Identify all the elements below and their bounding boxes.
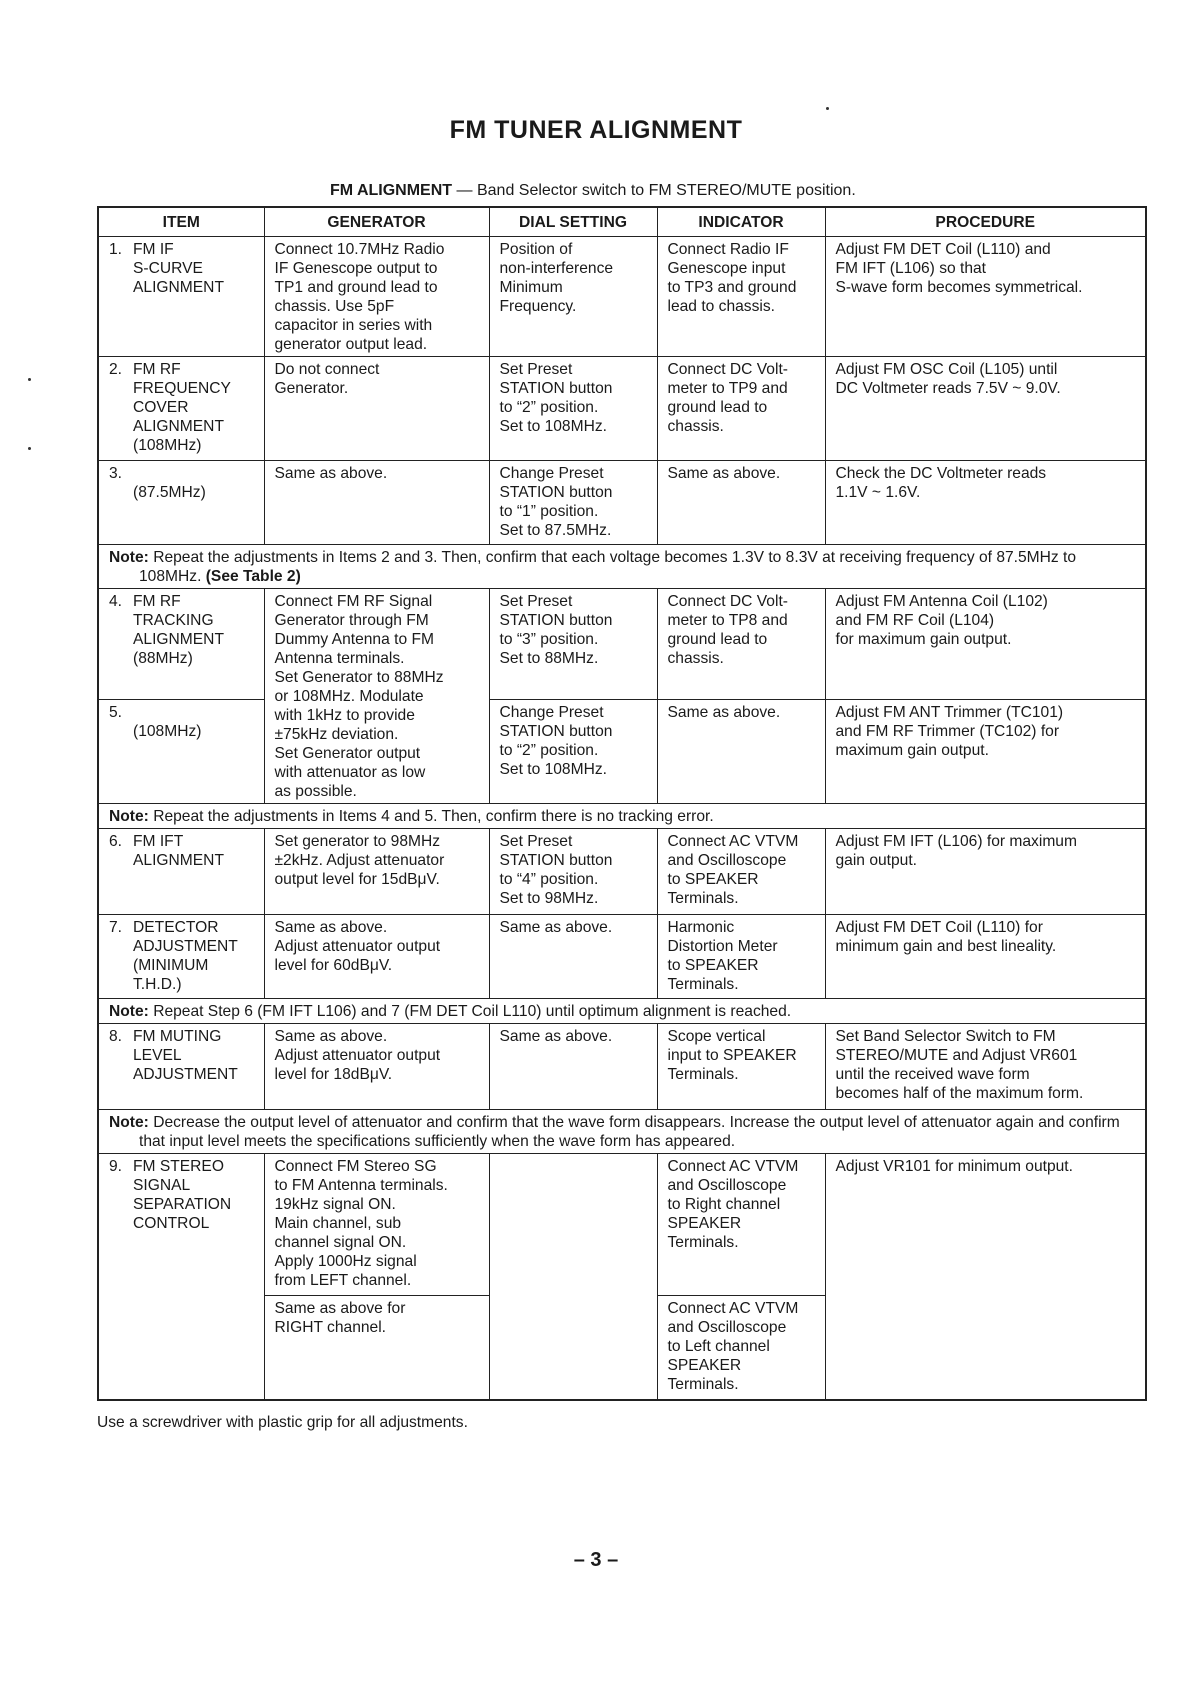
note-cell	[98, 1110, 1146, 1154]
caption-text: Band Selector switch to FM STEREO/MUTE position.	[476, 182, 856, 199]
item-cell	[98, 237, 264, 357]
indicator-cell: Same as above.	[657, 699, 825, 804]
table-row	[98, 1154, 1146, 1296]
table-row	[98, 915, 1146, 999]
item-cell	[98, 1154, 264, 1400]
generator-cell: Same as above. Adjust attenuator output level for 18dBμV.	[264, 1024, 489, 1110]
item-title: FM RF TRACKING ALIGNMENT (88MHz)	[133, 593, 224, 667]
table-row	[98, 461, 1146, 545]
item-title: FM STEREO SIGNAL SEPARATION CONTROL	[133, 1158, 232, 1232]
item-title: DETECTOR ADJUSTMENT (MINIMUM T.H.D.)	[133, 919, 238, 993]
note-row	[98, 804, 1146, 829]
item-cell	[98, 461, 264, 545]
item-title: FM MUTING LEVEL ADJUSTMENT	[133, 1028, 238, 1083]
item-cell	[98, 1024, 264, 1110]
dial-setting-cell: Position of non-interference Minimum Frequency.	[489, 237, 657, 357]
table-row	[98, 237, 1146, 357]
header-item: ITEM	[98, 207, 264, 237]
item-number: 3.	[109, 465, 123, 482]
dial-setting-cell: Set Preset STATION button to “2” position. Set to 108MHz.	[489, 357, 657, 461]
item-number: 5.	[109, 703, 123, 721]
item-number: 6.	[109, 833, 123, 850]
header-row	[98, 207, 1146, 237]
header-procedure: PROCEDURE	[825, 207, 1146, 237]
item-number: 1.	[109, 241, 123, 258]
note-text: Repeat Step 6 (FM IFT L106) and 7 (FM DET Coil L110) until optimum alignment is reached.	[148, 1003, 792, 1020]
note-row	[98, 1110, 1146, 1154]
note-label: Note:	[109, 808, 149, 825]
note-cell	[98, 545, 1146, 589]
note-row	[98, 545, 1146, 589]
item-number: 4.	[109, 593, 123, 610]
indicator-cell: Same as above.	[657, 461, 825, 545]
note-text: Repeat the adjustments in Items 2 and 3. Then, confirm that each voltage becomes 1.3V to 8.3V at receiving frequency of 87.5MHz to 108MHz.	[139, 549, 1077, 585]
procedure-cell: Adjust FM ANT Trimmer (TC101) and FM RF Trimmer (TC102) for maximum gain output.	[825, 699, 1146, 804]
page-number: – 3 –	[573, 1549, 619, 1571]
note-row	[98, 999, 1146, 1024]
note-cell	[98, 999, 1146, 1024]
procedure-cell: Adjust FM DET Coil (L110) for minimum gain and best lineality.	[825, 915, 1146, 999]
procedure-cell: Adjust FM Antenna Coil (L102) and FM RF Coil (L104) for maximum gain output.	[825, 589, 1146, 700]
item-cell	[98, 357, 264, 461]
header-dial-setting: DIAL SETTING	[489, 207, 657, 237]
note-label: Note:	[109, 1114, 149, 1131]
table-caption	[330, 182, 856, 200]
indicator-cell: Connect AC VTVM and Oscilloscope to Left channel SPEAKER Terminals.	[657, 1296, 825, 1400]
scan-speck	[28, 447, 31, 450]
indicator-cell: Scope vertical input to SPEAKER Terminals.	[657, 1024, 825, 1110]
note-label: Note:	[109, 1003, 149, 1020]
item-cell	[98, 699, 264, 804]
note-table-reference: (See Table 2)	[205, 568, 301, 585]
item-cell	[98, 589, 264, 700]
scan-speck	[826, 107, 829, 110]
generator-cell: Same as above.	[264, 461, 489, 545]
note-cell	[98, 804, 1146, 829]
procedure-cell: Adjust FM OSC Coil (L105) until DC Voltmeter reads 7.5V ~ 9.0V.	[825, 357, 1146, 461]
item-number: 7.	[109, 919, 123, 936]
dial-setting-cell: Same as above.	[489, 915, 657, 999]
item-cell	[98, 915, 264, 999]
table-row	[98, 589, 1146, 700]
table-row	[98, 699, 1146, 804]
scan-speck	[28, 378, 31, 381]
page-title: FM TUNER ALIGNMENT	[449, 116, 743, 144]
table-row	[98, 1024, 1146, 1110]
dial-setting-cell: Set Preset STATION button to “4” position. Set to 98MHz.	[489, 829, 657, 915]
item-title: FM IFT ALIGNMENT	[133, 833, 224, 869]
item-number: 9.	[109, 1158, 123, 1175]
generator-cell: Set generator to 98MHz ±2kHz. Adjust attenuator output level for 15dBμV.	[264, 829, 489, 915]
dial-setting-cell: Same as above.	[489, 1024, 657, 1110]
generator-cell: Same as above. Adjust attenuator output level for 60dBμV.	[264, 915, 489, 999]
table-row	[98, 829, 1146, 915]
item-cell	[98, 829, 264, 915]
header-indicator: INDICATOR	[657, 207, 825, 237]
generator-cell: Connect 10.7MHz Radio IF Genescope output to TP1 and ground lead to chassis. Use 5pF capacitor in series with generator output lead.	[264, 237, 489, 357]
generator-cell: Connect FM Stereo SG to FM Antenna terminals. 19kHz signal ON. Main channel, sub channel signal ON. Apply 1000Hz signal from LEFT channel.	[264, 1154, 489, 1296]
procedure-cell: Adjust VR101 for minimum output.	[825, 1154, 1146, 1400]
procedure-cell: Set Band Selector Switch to FM STEREO/MUTE and Adjust VR601 until the received wave form becomes half of the maximum form.	[825, 1024, 1146, 1110]
alignment-table	[97, 206, 1147, 1401]
dial-setting-cell: Change Preset STATION button to “1” position. Set to 87.5MHz.	[489, 461, 657, 545]
indicator-cell: Connect DC Volt- meter to TP9 and ground lead to chassis.	[657, 357, 825, 461]
dial-setting-cell: Change Preset STATION button to “2” position. Set to 108MHz.	[489, 699, 657, 804]
item-title: (108MHz)	[133, 722, 202, 740]
procedure-cell: Adjust FM DET Coil (L110) and FM IFT (L106) so that S-wave form becomes symmetrical.	[825, 237, 1146, 357]
indicator-cell: Connect DC Volt- meter to TP8 and ground lead to chassis.	[657, 589, 825, 700]
item-title: (87.5MHz)	[133, 484, 206, 501]
generator-cell: Do not connect Generator.	[264, 357, 489, 461]
note-label: Note:	[109, 549, 149, 566]
item-number: 2.	[109, 361, 123, 378]
dial-setting-cell	[489, 1154, 657, 1400]
indicator-cell: Connect AC VTVM and Oscilloscope to Right channel SPEAKER Terminals.	[657, 1154, 825, 1296]
indicator-cell: Harmonic Distortion Meter to SPEAKER Terminals.	[657, 915, 825, 999]
header-generator: GENERATOR	[264, 207, 489, 237]
procedure-cell: Check the DC Voltmeter reads 1.1V ~ 1.6V.	[825, 461, 1146, 545]
generator-cell: Same as above for RIGHT channel.	[264, 1296, 489, 1400]
generator-cell: Connect FM RF Signal Generator through FM Dummy Antenna to FM Antenna terminals. Set Generator to 88MHz or 108MHz. Modulate with 1kHz to provide ±75kHz deviation. Set Generator output with attenuator as low as possible.	[264, 589, 489, 804]
footnote: Use a screwdriver with plastic grip for all adjustments.	[97, 1414, 468, 1431]
indicator-cell: Connect Radio IF Genescope input to TP3 and ground lead to chassis.	[657, 237, 825, 357]
caption-dash: —	[456, 182, 473, 199]
item-number: 8.	[109, 1028, 123, 1045]
procedure-cell: Adjust FM IFT (L106) for maximum gain output.	[825, 829, 1146, 915]
table-row	[98, 357, 1146, 461]
dial-setting-cell: Set Preset STATION button to “3” position. Set to 88MHz.	[489, 589, 657, 700]
indicator-cell: Connect AC VTVM and Oscilloscope to SPEAKER Terminals.	[657, 829, 825, 915]
caption-label: FM ALIGNMENT	[330, 182, 453, 199]
note-text: Repeat the adjustments in Items 4 and 5. Then, confirm there is no tracking error.	[148, 808, 714, 825]
note-text: Decrease the output level of attenuator and confirm that the wave form disappears. Increase the output level of attenuator again and confirm that input level meets the specifications sufficiently when the wave form has appeared.	[139, 1114, 1120, 1150]
item-title: FM RF FREQUENCY COVER ALIGNMENT (108MHz)	[133, 361, 231, 454]
item-title: FM IF S-CURVE ALIGNMENT	[133, 241, 224, 296]
